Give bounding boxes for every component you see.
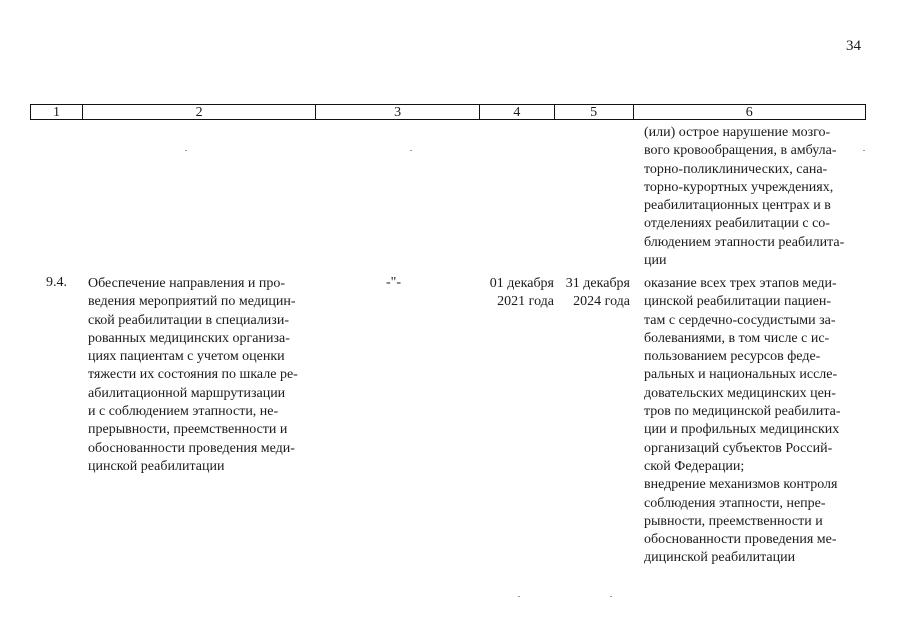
text-line: там с сердечно-сосудистыми за- — [644, 312, 836, 328]
text-line: цинской реабилитации — [88, 458, 225, 474]
scan-speck — [863, 150, 865, 151]
text-line: болеваниями, в том числе с ис- — [644, 330, 830, 346]
text-line: рывности, преемственности и — [644, 513, 823, 529]
text-line: соблюдения этапности, непре- — [644, 495, 826, 511]
row-start-date — [478, 275, 554, 312]
text-line: организаций субъектов Россий- — [644, 440, 833, 456]
header-col-4: 4 — [480, 105, 555, 119]
date-line: 2021 года — [497, 294, 554, 310]
continuation-text — [644, 124, 859, 270]
date-line: 2024 года — [573, 294, 630, 310]
text-line: ведения мероприятий по медицин- — [88, 294, 296, 310]
text-line: пользованием ресурсов феде- — [644, 349, 821, 365]
text-line: циях пациентам с учетом оценки — [88, 349, 285, 365]
text-line: Обеспечение направления и про- — [88, 276, 286, 291]
row-responsible: -"- — [386, 275, 402, 290]
scan-speck — [410, 150, 412, 151]
table-header-row — [30, 104, 866, 120]
text-line: реабилитационных центрах и в — [644, 198, 831, 214]
header-col-5: 5 — [555, 105, 634, 119]
text-line: ции и профильных медицинских — [644, 422, 840, 438]
text-line: блюдением этапности реабилита- — [644, 234, 845, 250]
header-col-1: 1 — [31, 105, 83, 119]
text-line: торно-курортных учреждениях, — [644, 179, 834, 195]
text-line: обоснованности проведения ме- — [644, 532, 837, 548]
text-line: ской реабилитации в специализи- — [88, 312, 289, 328]
text-line: абилитационной маршрутизации — [88, 385, 286, 401]
text-line: тяжести их состояния по шкале ре- — [88, 367, 298, 383]
text-line: вого кровообращения, в амбула- — [644, 143, 837, 159]
row-description — [88, 275, 308, 476]
text-line: дицинской реабилитации — [644, 550, 796, 566]
scan-speck — [185, 150, 187, 151]
header-col-3: 3 — [316, 105, 480, 119]
row-result — [644, 275, 859, 568]
text-line: торно-поликлинических, сана- — [644, 161, 828, 177]
text-line: тров по медицинской реабилита- — [644, 404, 841, 420]
text-line: довательских медицинских цен- — [644, 385, 836, 401]
text-line: внедрение механизмов контроля — [644, 477, 838, 493]
text-line: цинской реабилитации пациен- — [644, 294, 832, 310]
header-col-6: 6 — [745, 105, 753, 120]
text-line: (или) острое нарушение мозго- — [644, 125, 831, 140]
scan-speck — [610, 596, 612, 597]
text-line: и с соблюдением этапности, не- — [88, 404, 279, 420]
row-end-date — [560, 275, 630, 312]
row-number: 9.4. — [46, 275, 67, 290]
text-line: рованных медицинских организа- — [88, 330, 290, 346]
text-line: отделениях реабилитации с со- — [644, 216, 830, 232]
date-line: 31 декабря — [565, 276, 630, 291]
text-line: ральных и национальных иссле- — [644, 367, 838, 383]
header-col-2: 2 — [83, 105, 316, 119]
text-line: ции — [644, 253, 667, 269]
text-line: прерывности, преемственности и — [88, 422, 288, 438]
text-line: обоснованности проведения меди- — [88, 440, 295, 456]
date-line: 01 декабря — [489, 276, 554, 291]
text-line: ской Федерации; — [644, 458, 745, 474]
page-number: 34 — [846, 38, 861, 54]
scan-speck — [518, 596, 520, 597]
text-line: оказание всех трех этапов меди- — [644, 276, 837, 291]
